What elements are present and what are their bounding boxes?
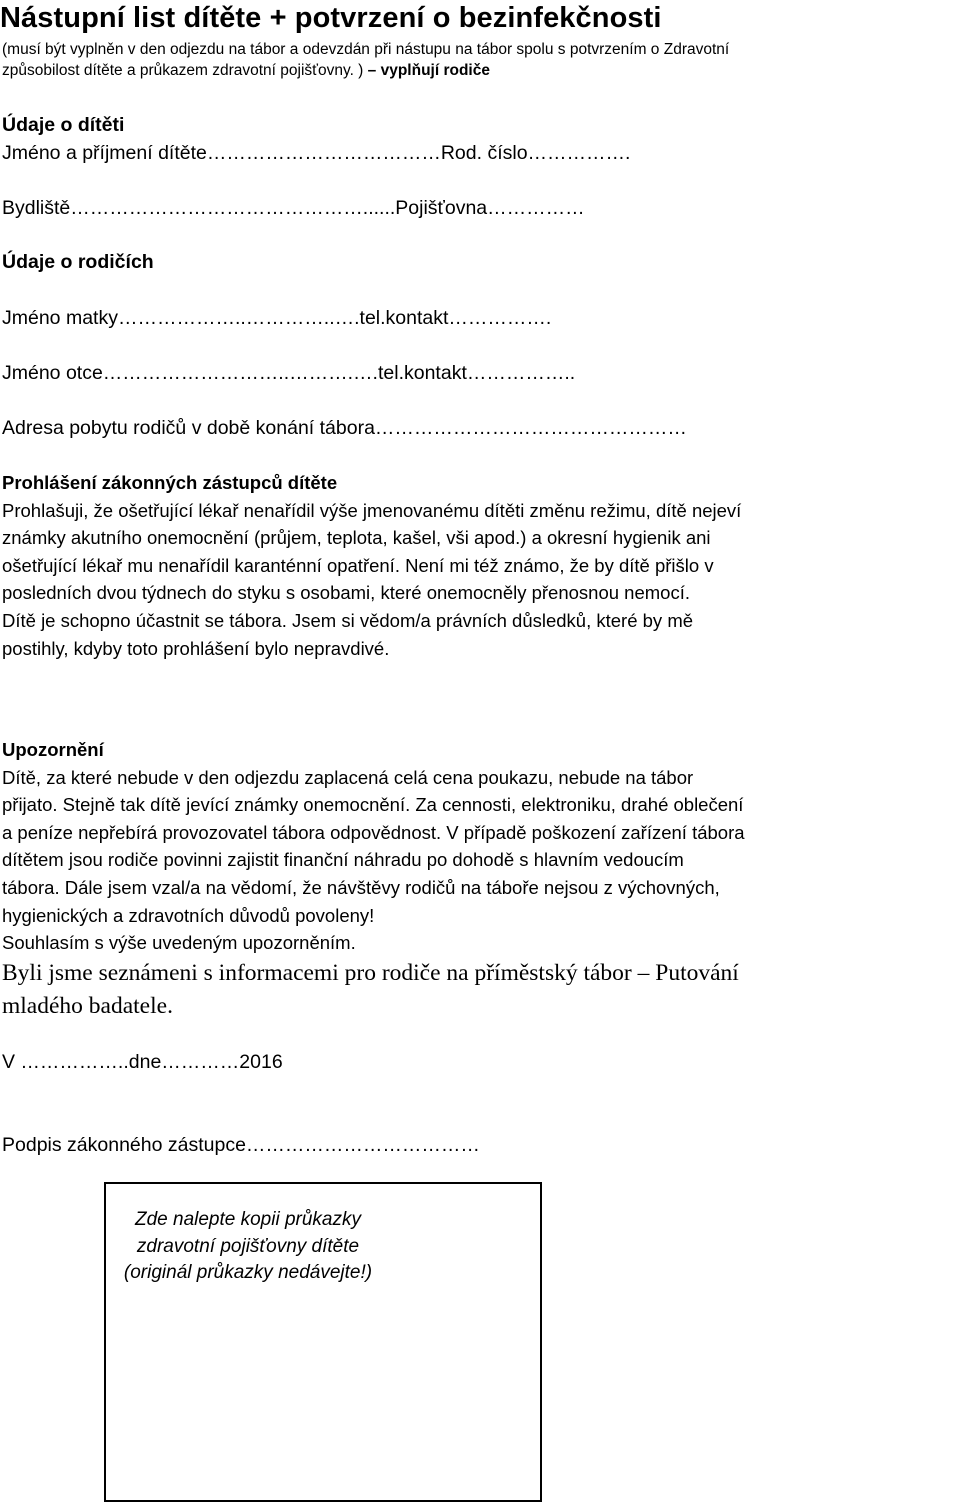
card-box-line: (originál průkazky nedávejte!) — [123, 1262, 373, 1283]
card-box-line: zdravotní pojišťovny dítěte — [136, 1235, 360, 1257]
place-date-field[interactable]: V ……………..dne…………2016 — [2, 1051, 283, 1073]
child-address-field[interactable]: Bydliště………………………………………......Pojišťovna…………… — [2, 197, 585, 219]
warning-line: tábora. Dále jsem vzal/a na vědomí, že návštěvy rodičů na táboře nejsou z výchovných, — [2, 876, 720, 898]
declaration-line: ošetřující lékař mu nenařídil karanténní opatření. Není mi též známo, že by dítě přišlo v — [2, 554, 714, 576]
declaration-line: posledních dvou týdnech do styku s osobami, které onemocněly přenosnou nemocí. — [2, 582, 690, 604]
warning-line: a peníze nepřebírá provozovatel tábora odpovědnost. V případě poškození zařízení tábora — [2, 821, 745, 843]
instructions-line-1: (musí být vyplněn v den odjezdu na tábor a odevzdán při nástupu na tábor spolu s potvrzením o Zdravotní — [2, 41, 730, 58]
filling-instructions — [2, 39, 729, 81]
parents-stay-address-field[interactable]: Adresa pobytu rodičů v době konání tábora………………………………………… — [2, 417, 687, 439]
insurance-card-instructions — [98, 1207, 398, 1287]
acknowledgement-line: mladého badatele. — [2, 993, 173, 1019]
page-title: Nástupní list dítěte + potvrzení o bezinfekčnosti — [0, 2, 662, 34]
mother-name-field[interactable]: Jméno matky………………..…………..….tel.kontakt……………. — [2, 307, 552, 329]
instructions-text: způsobilost dítěte a průkazem zdravotní pojišťovny. ) — [2, 62, 368, 79]
acknowledgement-line: Byli jsme seznámeni s informacemi pro rodiče na příměstský tábor – Putování — [2, 960, 739, 986]
instructions-line-2 — [2, 60, 729, 81]
declaration-line: postihly, kdyby toto prohlášení bylo nepravdivé. — [2, 637, 390, 659]
warning-line: Dítě, za které nebude v den odjezdu zaplacená celá cena poukazu, nebude na tábor — [2, 766, 694, 788]
declaration-heading: Prohlášení zákonných zástupců dítěte — [2, 472, 338, 493]
parents-section-heading: Údaje o rodičích — [2, 251, 154, 273]
warning-line: Souhlasím s výše uvedeným upozorněním. — [2, 932, 356, 954]
warning-line: dítětem jsou rodiče povinni zajistit finanční náhradu po dohodě s hlavním vedoucím — [2, 849, 684, 871]
declaration-block — [2, 469, 958, 662]
child-name-field[interactable]: Jméno a příjmení dítěte………………………………Rod. číslo……………. — [2, 142, 631, 164]
child-section-heading: Údaje o dítěti — [2, 114, 125, 136]
card-box-line: Zde nalepte kopii průkazky — [134, 1209, 361, 1230]
warning-line: hygienických a zdravotních důvodů povoleny! — [2, 904, 375, 926]
info-acknowledgement — [2, 957, 739, 1023]
declaration-line: Dítě je schopno účastnit se tábora. Jsem si vědom/a právních důsledků, které by mě — [2, 609, 694, 631]
guardian-signature-field[interactable]: Podpis zákonného zástupce……………………………… — [2, 1134, 480, 1156]
declaration-line: Prohlašuji, že ošetřující lékař nenařídil výše jmenovanému dítěti změnu režimu, dítě nejeví — [2, 499, 742, 521]
warning-heading: Upozornění — [2, 739, 104, 760]
filled-by-parents-note: – vyplňují rodiče — [367, 62, 490, 79]
warning-line: přijato. Stejně tak dítě jevící známky onemocnění. Za cennosti, elektroniku, drahé oblečení — [2, 794, 744, 816]
declaration-line: známky akutního onemocnění (průjem, teplota, kašel, vši apod.) a okresní hygienik ani — [2, 527, 711, 549]
warning-block — [2, 736, 958, 957]
father-name-field[interactable]: Jméno otce………………………..……….….tel.kontakt…………….. — [2, 362, 576, 384]
